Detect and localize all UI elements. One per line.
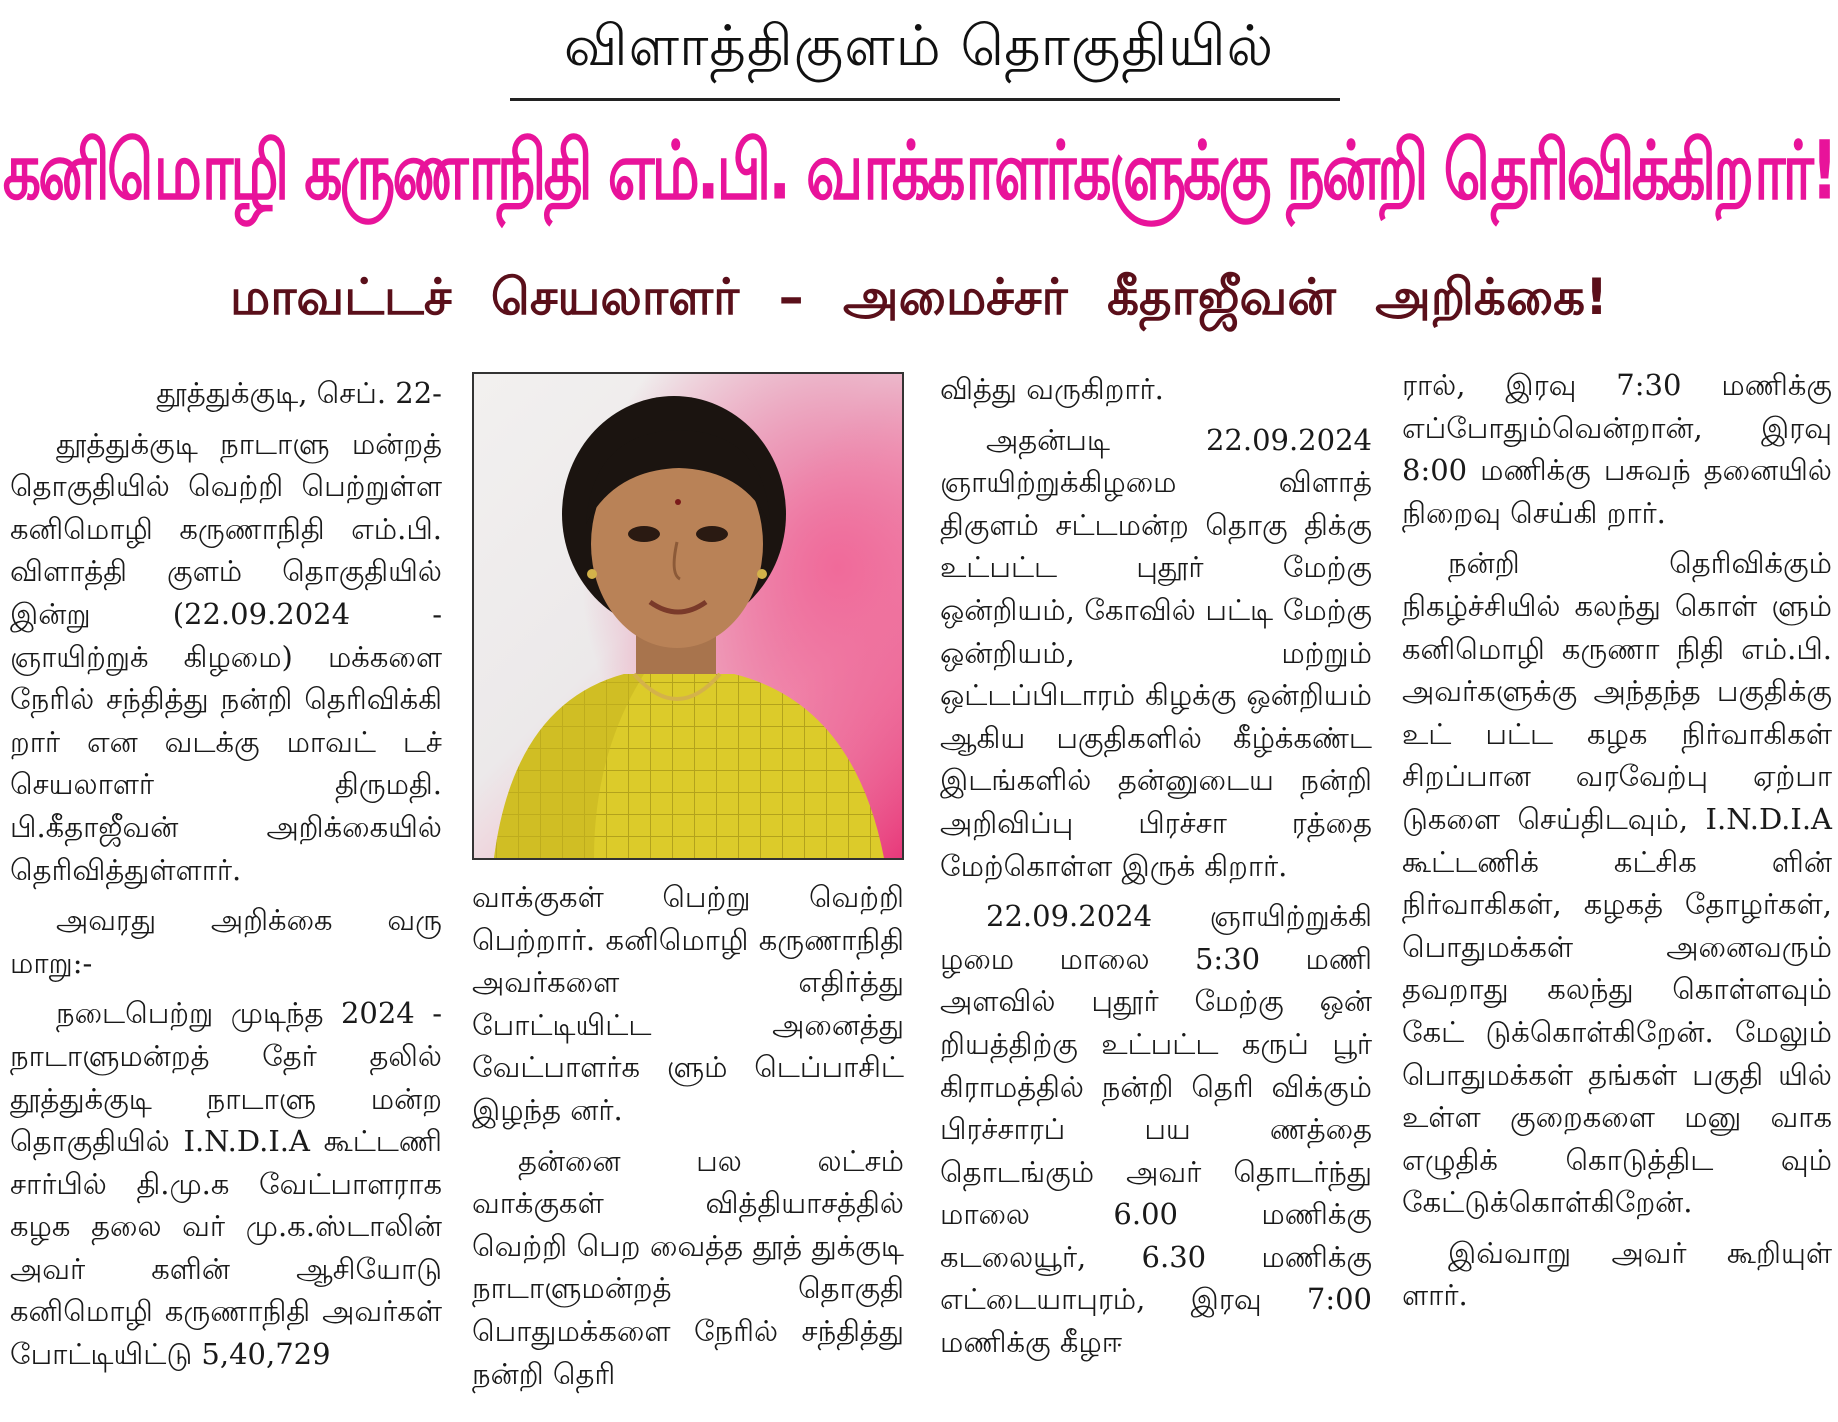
article-column-2	[472, 876, 904, 1403]
article-paragraph: வித்து வருகிறார்.	[940, 372, 1164, 406]
article-paragraph: ரால், இரவு 7:30 மணிக்கு எப்போதும்வென்றான், இரவு 8:00 மணிக்கு பசுவந் தனையில் நிறைவு செய்கி றார்.	[1402, 368, 1832, 530]
portrait-photo	[472, 372, 904, 860]
article-column-1	[10, 372, 442, 1384]
article-column-4	[1402, 364, 1832, 1325]
dateline: தூத்துக்குடி, செப். 22-	[156, 376, 442, 410]
headline: கனிமொழி கருணாநிதி எம்.பி. வாக்காளர்களுக்கு நன்றி தெரிவிக்கிறார்!	[2, 124, 1836, 219]
article-paragraph: வாக்குகள் பெற்று வெற்றி பெற்றார். கனிமொழி கருணாநிதி அவர்களை எதிர்த்து போட்டியிட்ட அனைத்து வேட்பாளர்க ளும் டெப்பாசிட் இழந்த னர்.	[472, 880, 904, 1127]
article-paragraph: 22.09.2024 ஞாயிற்றுக்கி ழமை மாலை 5:30 மணி அளவில் புதூர் மேற்கு ஒன் றியத்திற்கு உட்பட்ட கருப் பூர் கிராமத்தில் நன்றி தெரி விக்கும் பிரச்சாரப் பய ணத்தை தொடங்கும் அவர் தொடர்ந்து மாலை 6.00 மணிக்கு கடலையூர், 6.30 மணிக்கு எட்டையாபுரம், இரவு 7:00 மணிக்கு கீழஈ	[940, 899, 1372, 1360]
article-paragraph: அவரது அறிக்கை வரு மாறு:-	[10, 903, 442, 980]
article-paragraph: தூத்துக்குடி நாடாளு மன்றத் தொகுதியில் வெற்றி பெற்றுள்ள கனிமொழி கருணாநிதி எம்.பி. விளாத்தி குளம் தொகுதியில் இன்று (22.09.2024 - ஞாயிற்றுக் கிழமை) மக்களை நேரில் சந்தித்து நன்றி தெரிவிக்கி றார் என வடக்கு மாவட் டச் செயலாளர் திருமதி. பி.கீதாஜீவன் அறிக்கையில் தெரிவித்துள்ளார்.	[10, 426, 442, 887]
article-paragraph: அதன்படி 22.09.2024 ஞாயிற்றுக்கிழமை விளாத் திகுளம் சட்டமன்ற தொகு திக்கு உட்பட்ட புதூர் மேற்கு ஒன்றியம், கோவில் பட்டி மேற்கு ஒன்றியம், மற்றும் ஒட்டப்பிடாரம் கிழக்கு ஒன்றியம் ஆகிய பகுதிகளில் கீழ்க்கண்ட இடங்களில் தன்னுடைய நன்றி அறிவிப்பு பிரச்சா ரத்தை மேற்கொள்ள இருக் கிறார்.	[940, 422, 1372, 883]
article-column-3	[940, 368, 1372, 1372]
article-paragraph: இவ்வாறு அவர் கூறியுள் ளார்.	[1402, 1235, 1832, 1313]
article-paragraph: நன்றி தெரிவிக்கும் நிகழ்ச்சியில் கலந்து கொள் ளும் கனிமொழி கருணா நிதி எம்.பி. அவர்களுக்கு அந்தந்த பகுதிக்கு உட் பட்ட கழக நிர்வாகிகள் சிறப்பான வரவேற்பு ஏற்பா டுகளை செய்திடவும், I.N.D.I.A கூட்டணிக் கட்சிக ளின் நிர்வாகிகள், கழகத் தோழர்கள், பொதுமக்கள் அனைவரும் தவறாது கலந்து கொள்ளவும் கேட் டுக்கொள்கிறேன். மேலும் பொதுமக்கள் தங்கள் பகுதி யில் உள்ள குறைகளை மனு வாக எழுதிக் கொடுத்திட வும் கேட்டுக்கொள்கிறேன்.	[1402, 546, 1832, 1220]
kicker-heading: விளாத்திகுளம் தொகுதியில்	[563, 14, 1275, 79]
kicker-underline	[510, 98, 1340, 101]
portrait-photo-icon	[474, 374, 902, 858]
article-paragraph: தன்னை பல லட்சம் வாக்குகள் வித்தியாசத்தில் வெற்றி பெற வைத்த தூத் துக்குடி நாடாளுமன்றத் தொகுதி பொதுமக்களை நேரில் சந்தித்து நன்றி தெரி	[472, 1143, 904, 1391]
subheadline: மாவட்டச் செயலாளர் – அமைச்சர் கீதாஜீவன் அறிக்கை!	[230, 268, 1608, 326]
article-paragraph: நடைபெற்று முடிந்த 2024 - நாடாளுமன்றத் தேர் தலில் தூத்துக்குடி நாடாளு மன்ற தொகுதியில் I.N.D.I.A கூட்டணி சார்பில் தி.மு.க வேட்பாளராக கழக தலை வர் மு.க.ஸ்டாலின் அவர் களின் ஆசியோடு கனிமொழி கருணாநிதி அவர்கள் போட்டியிட்டு 5,40,729	[10, 996, 442, 1372]
